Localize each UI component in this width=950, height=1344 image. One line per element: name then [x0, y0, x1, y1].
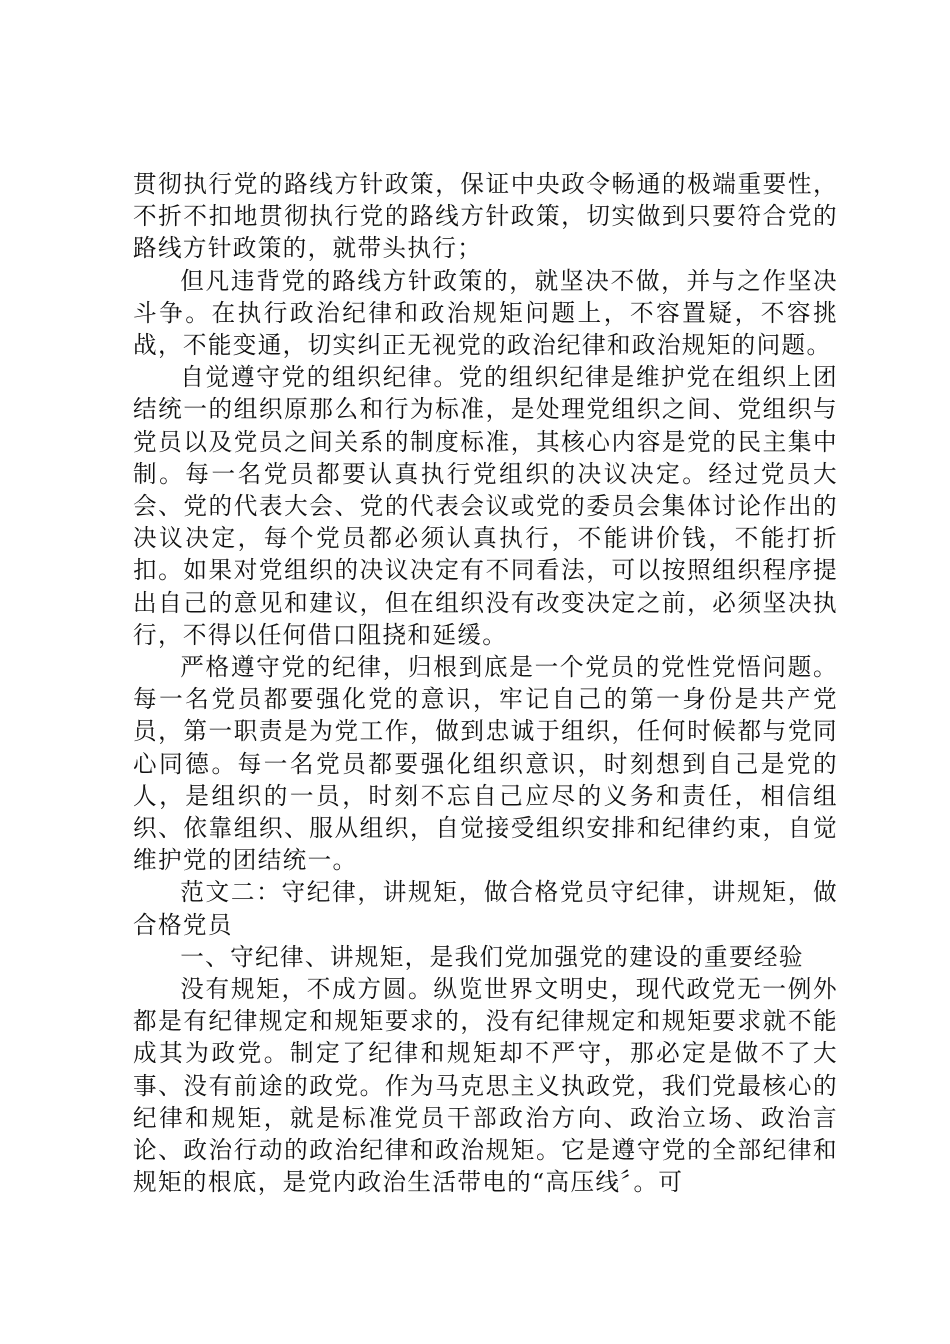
paragraph-4: 严格遵守党的纪律，归根到底是一个党员的党性党悟问题。每一名党员都要强化党的意识，牢记自己的第一身份是共产党员，第一职责是为党工作，做到忠诚于组织，任何时候都与党同心同德。每一名党员都要强化组织意识，时刻想到自己是党的人，是组织的一员，时刻不忘自己应尽的义务和责任，相信组织、依靠组织、服从组织，自觉接受组织安排和纪律约束，自觉维护党的团结统一。	[133, 653, 838, 875]
paragraph-5: 没有规矩，不成方圆。纵览世界文明史，现代政党无一例外都是有纪律规定和规矩要求的，没有纪律规定和规矩要求就不能成其为政党。制定了纪律和规矩却不严守，那必定是做不了大事、没有前途的政党。作为马克思主义执政党，我们党最核心的纪律和规矩，就是标准党员干部政治方向、政治立场、政治言论、政治行动的政治纪律和政治规矩。它是遵守党的全部纪律和规矩的根底，是党内政治生活带电的“高压线〞。可	[133, 975, 838, 1197]
paragraph-3: 自觉遵守党的组织纪律。党的组织纪律是维护党在组织上团结统一的组织原那么和行为标准，是处理党组织之间、党组织与党员以及党员之间关系的制度标准，其核心内容是党的民主集中制。每一名党员都要认真执行党组织的决议决定。经过党员大会、党的代表大会、党的代表会议或党的委员会集体讨论作出的决议决定，每个党员都必须认真执行，不能讲价钱，不能打折扣。如果对党组织的决议决定有不同看法，可以按照组织程序提出自己的意见和建议，但在组织没有改变决定之前，必须坚决执行，不得以任何借口阻挠和延缓。	[133, 363, 838, 649]
document-body	[133, 168, 838, 1199]
paragraph-2: 但凡违背党的路线方针政策的，就坚决不做，并与之作坚决斗争。在执行政治纪律和政治规矩问题上，不容置疑，不容挑战，不能变通，切实纠正无视党的政治纪律和政治规矩的问题。	[133, 266, 838, 360]
paragraph-1: 贯彻执行党的路线方针政策，保证中央政令畅通的极端重要性，不折不扣地贯彻执行党的路线方针政策，切实做到只要符合党的路线方针政策的，就带头执行；	[133, 170, 838, 263]
section-heading-fanwen-2: 范文二：守纪律，讲规矩，做合格党员守纪律，讲规矩，做合格党员	[133, 878, 838, 939]
subheading-1: 一、守纪律、讲规矩，是我们党加强党的建设的重要经验	[180, 942, 804, 971]
